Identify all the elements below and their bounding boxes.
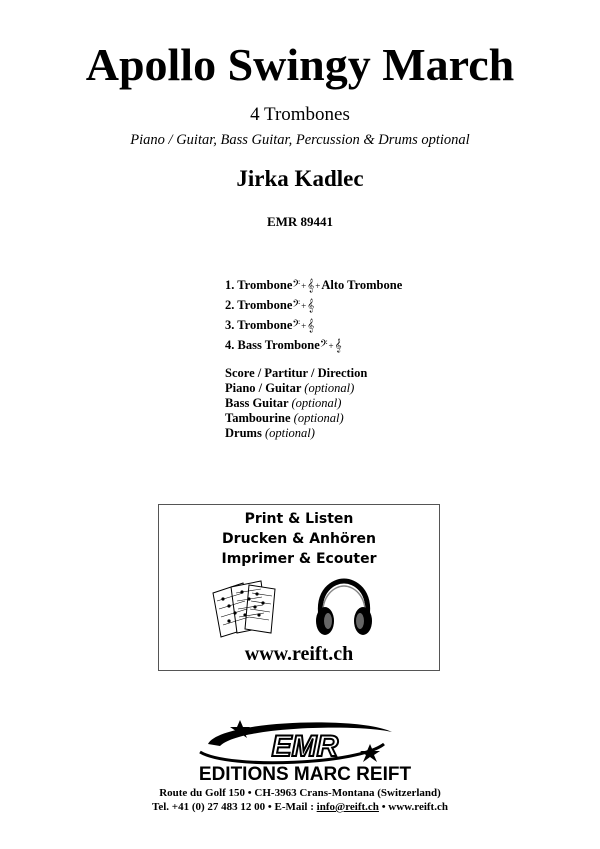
promo-line: Print & Listen [244, 511, 354, 527]
list-item: Drums (optional) [225, 426, 315, 440]
website-link[interactable]: • www.reift.ch [378, 801, 448, 813]
treble-clef-icon: 𝄞 [307, 278, 315, 292]
other-parts-list [225, 366, 367, 441]
list-item: Piano / Guitar (optional) [225, 381, 355, 395]
part-item: 2. Trombone𝄢+𝄞 [225, 298, 315, 312]
page-title: Apollo Swingy March [85, 39, 515, 90]
sheet-music-icon [209, 579, 284, 639]
part-item: 4. Bass Trombone𝄢+𝄞 [225, 338, 342, 352]
part-label: 4. Bass Trombone [225, 338, 320, 352]
promo-line: Drucken & Anhören [222, 531, 376, 547]
publisher-logo [160, 714, 450, 784]
website-link[interactable]: www.reift.ch [244, 643, 354, 665]
publisher-contact: Tel. +41 (0) 27 483 12 00 • E-Mail : info@reift.ch • www.reift.ch [152, 801, 448, 813]
email-link[interactable]: info@reift.ch [316, 801, 379, 813]
bass-clef-icon: 𝄢 [292, 318, 301, 332]
list-item: Bass Guitar (optional) [225, 396, 342, 410]
promo-line: Imprimer & Ecouter [221, 551, 377, 567]
publisher-address: Route du Golf 150 • CH-3963 Crans-Montana (Switzerland) [159, 787, 441, 799]
publisher-name: EDITIONS MARC REIFT [198, 764, 412, 784]
subtitle: 4 Trombones [250, 104, 350, 125]
instrumentation: Piano / Guitar, Bass Guitar, Percussion & Drums optional [130, 132, 470, 148]
part-label: 2. Trombone [225, 298, 293, 312]
bass-clef-icon: 𝄢 [319, 338, 328, 352]
treble-clef-icon: 𝄞 [307, 318, 315, 332]
list-item: Tambourine (optional) [225, 411, 344, 425]
part-item: 1. Trombone𝄢+𝄞+Alto Trombone [225, 278, 403, 292]
bass-clef-icon: 𝄢 [292, 278, 301, 292]
list-item: Score / Partitur / Direction [225, 366, 368, 380]
composer: Jirka Kadlec [236, 166, 364, 191]
part-label: 1. Trombone [225, 278, 293, 292]
treble-clef-icon: 𝄞 [334, 338, 342, 352]
part-item: 3. Trombone𝄢+𝄞 [225, 318, 315, 332]
headphones-icon [309, 577, 379, 639]
catalog-number: EMR 89441 [266, 214, 334, 229]
bass-clef-icon: 𝄢 [292, 298, 301, 312]
logo-text: EMR [271, 730, 339, 763]
print-listen-box [158, 504, 440, 671]
parts-list [225, 275, 402, 355]
part-label: 3. Trombone [225, 318, 293, 332]
treble-clef-icon: 𝄞 [307, 298, 315, 312]
part-extra: Alto Trombone [321, 278, 403, 292]
